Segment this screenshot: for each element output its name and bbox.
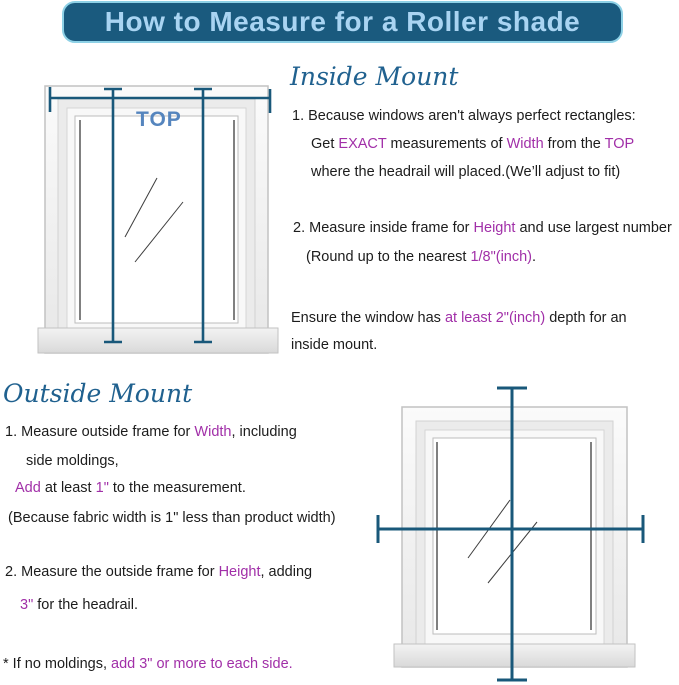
text-segment: and use largest number (515, 220, 672, 236)
text-segment: * If no moldings, (3, 656, 111, 672)
text-segment: , including (231, 424, 297, 440)
inside-step1-line2 (311, 136, 634, 152)
text-segment: 2. Measure the outside frame for (5, 564, 219, 580)
title-banner (62, 1, 623, 43)
inside-step2-line1 (293, 220, 672, 236)
window-glass (433, 438, 596, 634)
outside-step2-line1 (5, 564, 312, 580)
text-segment: at least (40, 480, 96, 496)
text-segment: . (532, 249, 537, 265)
inside-step1-line3 (311, 164, 620, 180)
text-segment: add 3" or more to each side. (111, 656, 293, 672)
window-sill (38, 328, 278, 353)
inside-mount-heading: Inside Mount (290, 62, 459, 91)
outside-step1-line3 (15, 480, 246, 496)
text-segment: TOP (604, 136, 635, 152)
text-segment: Height (473, 220, 516, 236)
text-segment: 2. Measure inside frame for (293, 220, 474, 236)
text-segment: 3" (20, 597, 34, 613)
text-segment: Get (311, 136, 339, 152)
inside-note-line2 (291, 337, 377, 353)
text-segment: inside mount. (291, 337, 378, 353)
outside-step1-line2 (26, 453, 119, 469)
outside-mount-window-diagram (370, 378, 675, 685)
text-segment: (Because fabric width is 1" less than product width) (8, 510, 336, 526)
text-segment: Height (218, 564, 261, 580)
text-segment: (Round up to the nearest (306, 249, 471, 265)
inside-note-line1 (291, 310, 627, 326)
text-segment: side moldings, (26, 453, 119, 469)
inside-step2-line2 (306, 249, 536, 265)
text-segment: 1/8"(inch) (470, 249, 533, 265)
window-sill (394, 644, 635, 667)
text-segment: for the headrail. (33, 597, 139, 613)
outside-step1-line4 (8, 510, 336, 526)
text-segment: to the measurement. (108, 480, 246, 496)
text-segment: EXACT (338, 136, 387, 152)
text-segment: Width (506, 136, 544, 152)
text-segment: Ensure the window has (291, 310, 445, 326)
text-segment: 1. Measure outside frame for (5, 424, 195, 440)
text-segment: Width (194, 424, 232, 440)
text-segment: where the headrail will placed.(We’ll adjust to fit) (311, 164, 621, 180)
text-segment: 1" (95, 480, 109, 496)
outside-note-line (3, 656, 293, 672)
outside-mount-heading: Outside Mount (3, 379, 193, 408)
text-segment: 1. Because windows aren't always perfect rectangles: (292, 108, 636, 124)
page-title: How to Measure for a Roller shade (104, 6, 581, 37)
text-segment: at least 2"(inch) (444, 310, 546, 326)
inside-step1-line1 (292, 108, 636, 124)
text-segment: measurements of (386, 136, 507, 152)
window-glass (75, 116, 238, 323)
text-segment: depth for an (545, 310, 627, 326)
text-segment: , adding (260, 564, 313, 580)
outside-step1-line1 (5, 424, 297, 440)
top-label: TOP (136, 108, 182, 131)
text-segment: from the (543, 136, 605, 152)
text-segment: Add (15, 480, 41, 496)
outside-step2-line2 (20, 597, 138, 613)
